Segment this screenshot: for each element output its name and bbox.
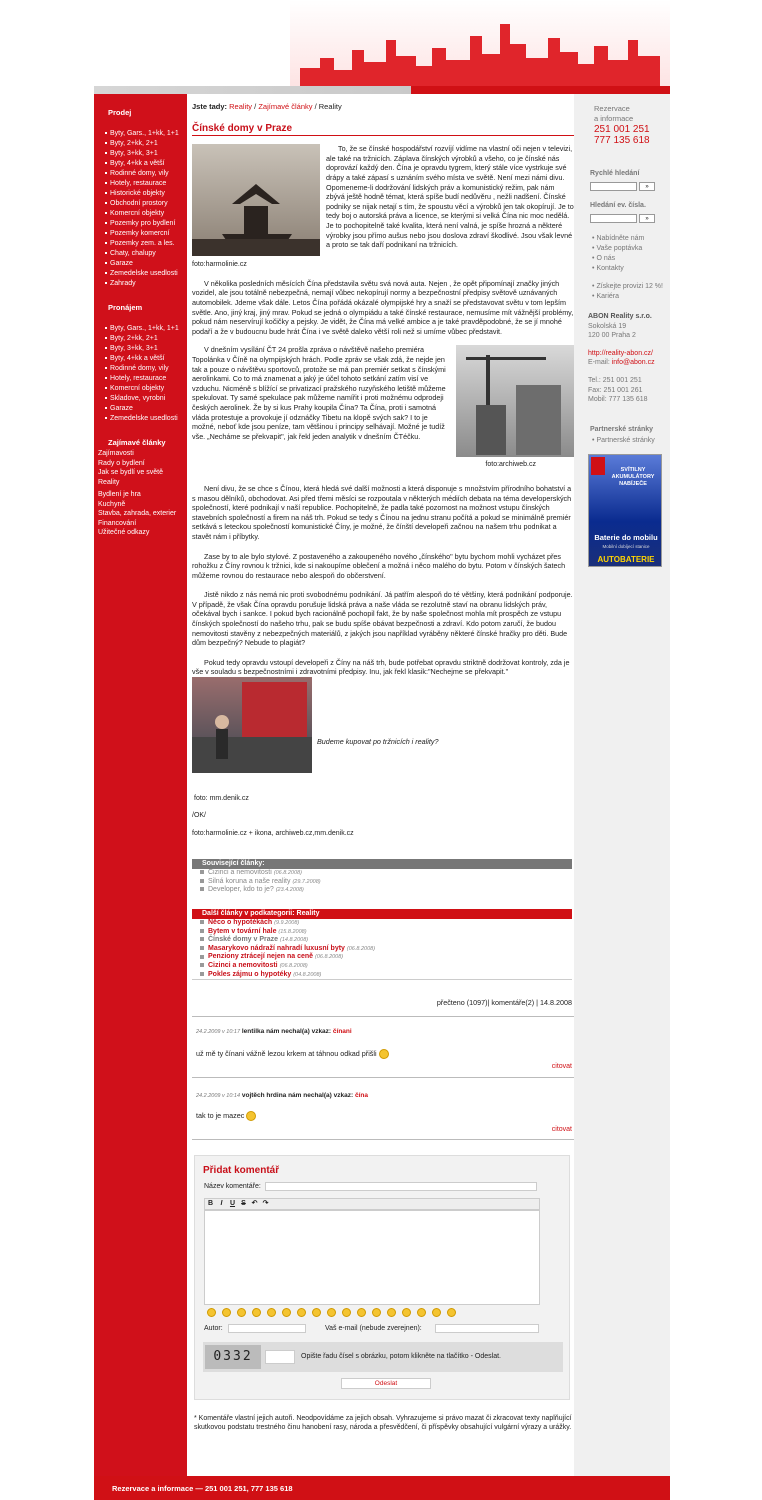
smiley-bar [207, 1308, 462, 1320]
main-content [192, 96, 574, 1476]
menu-item[interactable]: Skladove, vyrobni [94, 394, 187, 404]
comment-form [194, 1155, 570, 1400]
company-email: E-mail: info@abon.cz [588, 359, 655, 367]
reservation-label: Rezervace [594, 104, 630, 113]
photo-credit: foto:harmolinie.cz [192, 261, 247, 269]
article-paragraph: To, že se čínské hospodářství rozvíjí vidíme na vlastní oči nejen v televizi, ale také na tržnicích. Záplava čínských výrobků a všeho, co je čínské nás doprovází každý den. Čína je opravdu tygrem, který stále více vystrkuje své drápy a také zápasí s uznáním svého místa ve světě. Není mezi námi divu. Opomeneme-li dodržování lidských práv a komunistický režim, pak nám zbývá ještě hodně témat, která spíše budí nedůvěru , nežli nadšení. Čínské podniky se nijak netají s tím, že spoustu věcí a výrobků jen tak okopírují. Je to tedy boj o autorská práva a licence, se kterými si velká Čína nic moc nedělá. Je to pochopitelně také kvalita, která není valná, je spíše hrozná a některé výrobky jsou přímo aušus nebo jsou doslova zdraví škodlivé. Jsou však levné a proto se tak daří podnikaní na tržnicích. [326, 144, 574, 250]
menu-item[interactable]: Pozemky komercní [94, 229, 187, 239]
smiley-icon[interactable] [207, 1308, 216, 1317]
comment-name-input[interactable] [265, 1182, 537, 1191]
editor-toolbar [204, 1198, 540, 1210]
city-skyline-illustration [290, 10, 670, 90]
divider [192, 1077, 574, 1078]
right-link[interactable]: • Kariéra [592, 292, 619, 302]
comment-header: 24.2.2009 v 10:17 lentilka nám nechal(a) vzkaz: čínani [196, 1028, 352, 1035]
battery-ad-banner[interactable] [588, 454, 662, 567]
related-header: Související články: [192, 859, 572, 869]
breadcrumb-label: Jste tady: [192, 102, 228, 111]
market-stall-icon [192, 677, 312, 773]
menu-item[interactable]: Zajímavosti [98, 450, 134, 457]
right-link[interactable]: • Nabídněte nám [592, 234, 644, 244]
menu-item[interactable]: Rodinné domy, vily [94, 169, 187, 179]
captcha-image: 0332 [205, 1345, 261, 1369]
author-input[interactable] [228, 1324, 306, 1333]
menu-pronajem [94, 324, 187, 424]
breadcrumb: Jste tady: Reality / Zajímavé články / Reality [192, 102, 342, 111]
breadcrumb-item[interactable]: Zajímavé články [258, 102, 313, 111]
smiley-icon[interactable] [387, 1308, 396, 1317]
italic-button[interactable]: I [220, 1200, 223, 1207]
menu-title-pronajem: Pronájem [108, 303, 143, 312]
captcha-area [203, 1342, 563, 1372]
form-title: Přidat komentář [203, 1165, 280, 1176]
comment-textarea[interactable] [204, 1210, 540, 1305]
smiley-icon[interactable] [342, 1308, 351, 1317]
photo-credit: foto: mm.denik.cz [194, 795, 249, 803]
smiley-icon[interactable] [237, 1308, 246, 1317]
menu-item[interactable]: Byty, 2+kk, 2+1 [94, 334, 187, 344]
menu-item[interactable]: Zahrady [94, 279, 187, 289]
right-link[interactable]: • O nás [592, 254, 615, 264]
menu-item[interactable]: Hotely, restaurace [94, 179, 187, 189]
comment-text: už mě ty čínani vážně lezou krkem at táhnou odkad přišli [196, 1049, 395, 1059]
menu-item[interactable]: Pozemky pro bydlení [94, 219, 187, 229]
menu-item[interactable]: Rodinné domy, vily [94, 364, 187, 374]
disclaimer: * Komentáře vlastní jejich autoři. Neodpovídáme za jejich obsah. Vyhrazujeme si právo mazat či zkracovat texty naplňující skutkovou podstatu trestného činu hanobení rasy, národa a přesvědčení, či příspěvky obsahující vulgární výrazy a urážky. [194, 1415, 572, 1432]
smiley-icon[interactable] [402, 1308, 411, 1317]
menu-item[interactable]: Byty, 4+kk a větší [94, 354, 187, 364]
article-paragraph: Pokud tedy opravdu vstoupí developeři z Číny na náš trh, bude potřebat opravdu striktně dodržovat kontroly, zda je vše v souladu s bezpečnostními i zdravotními předpisy. Inu, jak řekl klasik:"Nechejme se překvapit." [192, 657, 570, 677]
menu-title-clanky: Zajímavé články [108, 438, 166, 447]
author-label: Autor: [204, 1325, 223, 1332]
article-paragraph: Zase by to ale bylo stylové. Z postaveného a zakoupeného nového „čínského" bytu bychom mohli vycházet přes rohožku z Číny rovnou k tržnici, kde si nakoupíme oblečení a možná i něco malého do bytu. Potom v čínských šatech můžeme rovnou do restaurace nebo alespoň do občerstvení. [192, 551, 566, 580]
menu-item[interactable]: Hotely, restaurace [94, 374, 187, 384]
construction-photo [456, 345, 574, 457]
partners-title: Partnerské stránky [590, 426, 654, 433]
comment-text: tak to je mazec [196, 1111, 262, 1121]
menu-item[interactable]: Reality [98, 478, 120, 486]
menu-item[interactable]: Pozemky zem. a les. [94, 239, 187, 249]
quick-search-input[interactable] [590, 182, 637, 191]
strike-button[interactable]: S [241, 1200, 246, 1207]
menu-item[interactable]: Komercní objekty [94, 209, 187, 219]
more-item[interactable]: Masarykovo nádraží nahradí luxusní byty (06.8.2008) [192, 945, 572, 954]
article-title: Čínské domy v Praze [192, 124, 574, 137]
more-item[interactable]: Cizinci a nemovitosti (06.8.2008) [192, 962, 572, 971]
crane-icon [456, 345, 574, 457]
menu-clanky [94, 449, 187, 538]
related-articles [192, 859, 572, 895]
smiley-icon[interactable] [357, 1308, 366, 1317]
smiley-icon[interactable] [252, 1308, 261, 1317]
cite-link[interactable]: citovat [551, 1063, 572, 1070]
smiley-icon[interactable] [282, 1308, 291, 1317]
menu-item[interactable]: Bydlení je hra [98, 491, 141, 498]
ad-text: SVÍTILNY AKUMULÁTORY NABÍJEČE [611, 467, 655, 487]
menu-item[interactable]: Zemedelske usedlosti [94, 414, 187, 424]
menu-item[interactable]: Kuchyně [98, 500, 126, 508]
menu-item[interactable]: Zemedelske usedlosti [94, 269, 187, 279]
smiley-icon[interactable] [327, 1308, 336, 1317]
quick-search-label: Rychlé hledání [590, 170, 640, 177]
reservation-label: a informace [594, 114, 634, 123]
smiley-icon [246, 1111, 256, 1121]
market-photo [192, 677, 312, 773]
more-item-current: Čínské domy v Praze (14.8.2008) [192, 936, 572, 945]
company-address: 120 00 Praha 2 [588, 332, 636, 340]
header-bar [94, 86, 670, 94]
menu-item[interactable]: Jak se bydlí ve světě [98, 469, 163, 476]
company-web-link[interactable]: http://reality-abon.cz/ [588, 349, 653, 357]
menu-item[interactable]: Byty, Gars., 1+kk, 1+1 [94, 324, 187, 334]
undo-icon[interactable]: ↶ [251, 1200, 258, 1207]
partners-link[interactable]: • Partnerské stránky [592, 436, 655, 446]
more-item[interactable]: Penziony ztrácejí nejen na ceně (06.8.2008) [192, 953, 572, 962]
comment-name-label: Název komentáře: [204, 1183, 261, 1190]
bold-button[interactable]: B [207, 1200, 214, 1207]
redo-icon[interactable]: ↷ [262, 1200, 269, 1207]
left-sidebar [94, 94, 187, 1476]
menu-item[interactable]: Garaze [94, 404, 187, 414]
smiley-icon[interactable] [417, 1308, 426, 1317]
pagoda-photo [192, 144, 320, 256]
company-phone: Tel.: 251 001 251 [588, 376, 642, 384]
right-sidebar [574, 94, 670, 1476]
article-sources: foto:harmolinie.cz + ikona, archiweb.cz,mm.denik.cz [192, 830, 354, 838]
company-info [588, 312, 655, 405]
related-item[interactable]: Silná koruna a naše reality (29.7.2008) [192, 878, 572, 887]
more-articles [192, 909, 572, 980]
article-paragraph: V dnešním vysílání ČT 24 prošla zpráva o návštěvě našeho premiéra Topolánka v Číně na olympijských hrách. Podle zpráv se však zdá, že nejde jen tak a pouze o návštěvu sportovců, protože se má pan premiér setkat s čínskými aerolinkami. Co to má znamenat a jaký je účel tohoto setkání zatím visí ve vzduchu. Nicméně s blížící se privatizací pražského ruzyňského letiště můžeme spekulovat. Ty samé spekulace pak můžeme namířit i proti možnému odprodeji českých aerolinek. Že by si kus Prahy koupila Čína? Ta Čína, proti i samotná vláda protestuje a provokuje jí odznáčky Tibetu na klopě svých sak? I to je možné, neboť kde jsou peníze, tam většinou i principy selhávají. Možné je tudíž vše. „Necháme se překvapit", jak řekl jeden analytik v dnešním ČTéčku. [192, 345, 446, 441]
phone-number: 777 135 618 [594, 135, 650, 146]
send-button[interactable]: Odeslat [341, 1378, 431, 1389]
article-paragraph: Jistě nikdo z nás nemá nic proti svobodnému podnikání. Já patřím alespoň do té většiny, která podnikání podporuje. V případě, že však Čína opravdu porušuje lidská práva a naše vláda se rezolutně staví na obranu lidských práv, očekával bych i sankce. I pokud bych racionálně pochopil fakt, že by naše společnost mohla mít prospěch ze vstupu čínských společností do našeho trhu, pak se budu spíše obávat bezpečnosti a zdraví. Kdo potom zaručí, že budou nemovitosti stavěny z nebezpečných materiálů, z jakých jsou například vyráběny některé čínské hračky pro děti. Bude dům bezpečný? Nebude to plagiát? [192, 590, 573, 648]
menu-item[interactable]: Historické objekty [94, 189, 187, 199]
article-signature: /OK/ [192, 811, 207, 819]
email-label: Vaš e-mail (nebude zverejnen): [325, 1325, 422, 1332]
smiley-icon[interactable] [267, 1308, 276, 1317]
article-stats: přečteno (1097)| komentáře(2) | 14.8.2008 [436, 998, 572, 1007]
menu-item[interactable]: Obchodní prostory [94, 199, 187, 209]
divider [192, 1139, 574, 1140]
breadcrumb-item-current: Reality [318, 102, 342, 111]
menu-item[interactable]: Byty, Gars., 1+kk, 1+1 [94, 129, 187, 139]
menu-item[interactable]: Chaty, chalupy [94, 249, 187, 259]
email-input[interactable] [435, 1324, 539, 1333]
photo-credit: foto:archiweb.cz [485, 461, 536, 469]
reservation-info [594, 104, 650, 146]
header [0, 0, 762, 96]
menu-item[interactable]: Byty, 2+kk, 2+1 [94, 139, 187, 149]
menu-item[interactable]: Financování [98, 519, 137, 527]
menu-title-prodej: Prodej [108, 108, 132, 117]
menu-item[interactable]: Komercní objekty [94, 384, 187, 394]
menu-prodej [94, 129, 187, 289]
menu-item[interactable]: Byty, 3+kk, 3+1 [94, 149, 187, 159]
article-paragraph: Není divu, že se chce s Čínou, která hledá své další možnosti a která disponuje s množstvím přírodního bohatství a s masou dělníků, obchodovat. Asi před třemi měsíci se rozpoutala v některých médiích debata na téma developerských společností, které podnikají v naší republice. Pochopitelně, že padla také pozornost na možnost vstupu čínských stavebních společností a firem na náš trh. Pokud se tedy s Čínou na jednu stranu počítá a pokud se minimálně premiér setkává s leteckou společností komunistické Číny, je možné, že čínští developeři začnou na našem trhu podnikat a stavět nám i příbytky. [192, 483, 572, 541]
breadcrumb-item[interactable]: Reality [229, 102, 253, 111]
smiley-icon[interactable] [372, 1308, 381, 1317]
email-link[interactable]: info@abon.cz [611, 359, 655, 367]
smiley-icon[interactable] [297, 1308, 306, 1317]
right-link[interactable]: • Kontakty [592, 264, 624, 274]
company-address: Sokolská 19 [588, 322, 627, 330]
more-header: Další články v podkategorii: Reality [192, 909, 572, 919]
comment-header: 24.2.2009 v 10:14 vojtěch hrdina nám nechal(a) vzkaz: čína [196, 1092, 368, 1099]
article-body [192, 144, 574, 839]
menu-item[interactable]: Rady o bydlení [98, 459, 145, 467]
related-item[interactable]: Developer, kdo to je? (23.4.2008) [192, 886, 572, 895]
menu-item[interactable]: Garaze [94, 259, 187, 269]
menu-item[interactable]: Byty, 3+kk, 3+1 [94, 344, 187, 354]
cite-link[interactable]: citovat [551, 1126, 572, 1133]
ad-headline: Baterie do mobilu [594, 533, 658, 542]
ad-brand: AUTOBATERIE [597, 555, 655, 564]
search-number-input[interactable] [590, 214, 637, 223]
smiley-icon[interactable] [222, 1308, 231, 1317]
smiley-icon[interactable] [432, 1308, 441, 1317]
more-item[interactable]: Bytem v tovární hale (15.8.2008) [192, 928, 572, 937]
smiley-icon[interactable] [447, 1308, 456, 1317]
menu-item[interactable]: Stavba, zahrada, exterier [98, 510, 177, 517]
pagoda-silhouette-icon [192, 144, 320, 256]
right-link[interactable]: • Získejte provizi 12 %! [592, 282, 663, 292]
smiley-icon [379, 1049, 389, 1059]
menu-item[interactable]: Užitečné odkazy [98, 529, 150, 536]
underline-button[interactable]: U [229, 1200, 236, 1207]
more-item[interactable]: Něco o hypotékách (9.9.2008) [192, 919, 572, 928]
company-fax: Fax: 251 001 261 [588, 386, 643, 394]
right-link[interactable]: • Vaše poptávka [592, 244, 642, 254]
search-number-label: Hledání ev. čísla. [590, 202, 646, 209]
phone-number: 251 001 251 [594, 124, 650, 135]
footer: Rezervace a informace — 251 001 251, 777 135 618 [94, 1476, 670, 1500]
image-caption: Budeme kupovat po tržnicích i reality? [317, 737, 439, 747]
quick-search-button[interactable]: » [639, 182, 655, 191]
captcha-input[interactable] [265, 1350, 295, 1364]
more-item[interactable]: Pokles zájmu o hypotéky (04.8.2008) [192, 971, 572, 980]
search-number-button[interactable]: » [639, 214, 655, 223]
ad-logo-icon [591, 457, 605, 475]
company-name: ABON Reality s.r.o. [588, 313, 652, 320]
ad-subtext: Mobilní dobíjecí stanice [602, 544, 650, 549]
article-paragraph: V několika posledních měsících Čína představila světu svá nová auta. Nejen , že opět připomínají značky jiných vozidel, ale jsou totálně nebezpečná, nemají vůbec nekopírují normy a bezpečnostní předpisy světově uznávaných automobilek. Jdeme však dále. Letos Čína pořádá okázalé olympijské hry a snaží se představovat světu v tom lepším světle. Ano, jiný kraj, jiný mrav. Pokud se jedná o olympiádu a také čínské restaurace, nemusíme mít vážnější problémy, pokud nám neservírují kočičky a pejsky. Je vidět, že Čína má velké ambice a je také pravděpodobné, že se jí mnohé podaří a že v budoucnu bude hrát Čína i ve světě daleko větší roli než si umíme vůbec představit. [192, 278, 574, 336]
captcha-hint: Opište řadu čísel s obrázku, potom klikněte na tlačítko - Odeslat. [301, 1353, 501, 1360]
divider [192, 1016, 574, 1017]
smiley-icon[interactable] [312, 1308, 321, 1317]
company-mobile: Mobil: 777 135 618 [588, 396, 648, 404]
menu-item[interactable]: Byty, 4+kk a větší [94, 159, 187, 169]
related-item[interactable]: Cizinci a nemovitosti (06.8.2008) [192, 869, 572, 878]
